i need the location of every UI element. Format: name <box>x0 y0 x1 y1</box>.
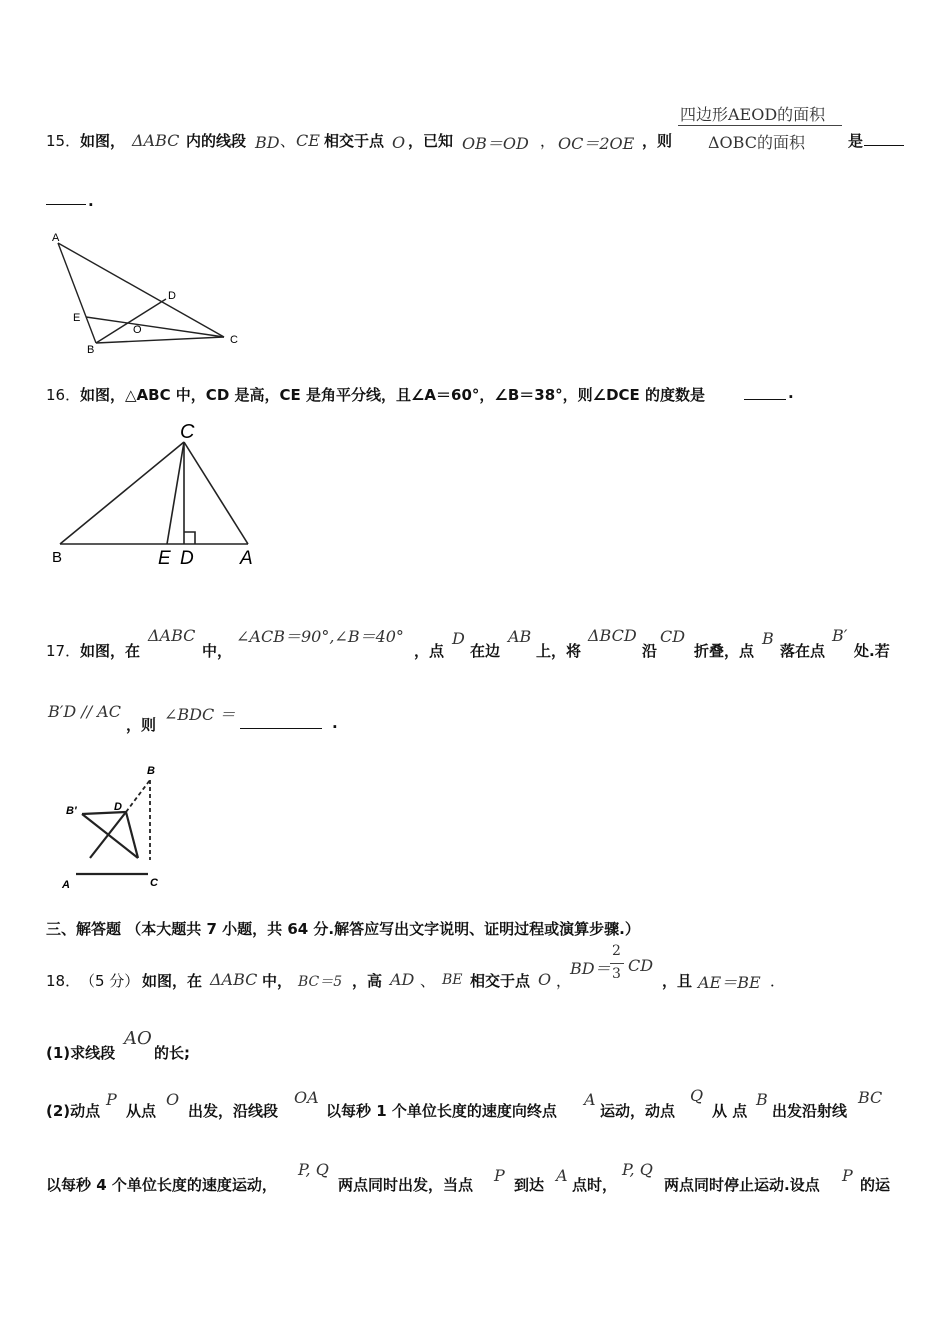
q17-side-ab: AB <box>508 627 532 646</box>
q15-eq-1: OB＝OD <box>462 134 529 153</box>
q17-point-b-prime: B′ <box>832 626 848 645</box>
q18-part2-text-2: 出发，沿线段 <box>188 1102 279 1120</box>
q18-line3-text-5: 两点同时停止运动.设点 <box>664 1176 820 1194</box>
q18-text-4: 相交于点 <box>470 972 531 990</box>
q15-text-3: 相交于点 <box>324 132 385 150</box>
q17-text-3: ，点 <box>414 642 445 660</box>
q17-text-5: 上，将 <box>536 642 582 660</box>
q18-text-5: ，且 <box>662 972 693 990</box>
q18-height-ad: AD <box>390 970 415 989</box>
q15-text-5: ，则 <box>642 132 673 150</box>
fig15-label-d: D <box>168 290 176 302</box>
q16-figure <box>44 418 269 570</box>
q18-text-3: ，高 <box>352 972 383 990</box>
q17-answer-blank <box>240 714 322 729</box>
q18-frac-denominator: 3 <box>612 966 621 982</box>
q15-text-6: 是 <box>848 132 864 150</box>
q17-text-4: 在边 <box>470 642 501 660</box>
q18-number: 18． <box>46 972 81 990</box>
q18-frac-bar <box>610 963 624 964</box>
q15-text-4: ，已知 <box>408 132 454 150</box>
q17-condition: ∠ACB＝90°,∠B＝40° <box>236 627 404 646</box>
q18-part2-oa: OA <box>294 1088 319 1107</box>
q17-angle-bdc: ∠BDC ＝ <box>164 705 236 724</box>
fig16-label-d: D <box>180 548 194 569</box>
q18-frac-numerator: 2 <box>612 943 621 959</box>
q17-text-7: 折叠，点 <box>694 642 755 660</box>
q17-figure <box>56 760 176 892</box>
fig16-label-e: E <box>158 548 171 569</box>
q18-text-2: 中， <box>262 972 293 990</box>
q15-figure <box>44 225 254 360</box>
q18-part1-ao: AO <box>124 1028 152 1049</box>
q17-text-8: 落在点 <box>780 642 826 660</box>
q15-point-o: O <box>392 133 406 152</box>
q17-point-d: D <box>452 629 465 648</box>
q18-line3-text-3: 到达 <box>514 1176 545 1194</box>
q18-line3-text-4: 点时， <box>572 1176 618 1194</box>
q18-sep: 、 <box>420 972 436 990</box>
q18-line3-a: A <box>556 1166 568 1185</box>
q15-number: 15． <box>46 132 81 150</box>
q18-line3-text-1: 以每秒 4 个单位长度的速度运动， <box>46 1176 277 1194</box>
q18-part2-text-5: 从 点 <box>712 1102 748 1120</box>
q18-bd-eq: BD＝ <box>570 959 611 978</box>
q18-line3-text-6: 的运 <box>860 1176 891 1194</box>
q18-part2-text-6: 出发沿射线 <box>772 1102 848 1120</box>
fig16-label-b: B <box>52 549 63 566</box>
fig17-label-c: C <box>150 877 158 889</box>
q18-part1-text: 的长; <box>154 1044 190 1062</box>
q17-triangle-2: ΔBCD <box>588 626 637 645</box>
q15-end: . <box>88 192 94 210</box>
q17-text-10: ，则 <box>126 716 157 734</box>
fig16-label-c: C <box>180 421 195 443</box>
q18-line3-pq: P, Q <box>298 1160 329 1179</box>
q15-answer-blank-1 <box>864 131 904 146</box>
q15-fraction-denominator: ΔOBC的面积 <box>708 133 805 152</box>
section-heading-3: 三、解答题 （本大题共 7 小题，共 64 分.解答应写出文字说明、证明过程或演算步骤.） <box>46 920 640 938</box>
q18-ae-be: AE＝BE <box>698 973 761 992</box>
q18-cd: CD <box>628 956 654 975</box>
q18-line3-pq-2: P, Q <box>622 1160 653 1179</box>
fig17-label-b-prime: B′ <box>66 805 77 817</box>
q17-text-2: 中， <box>202 642 233 660</box>
q18-part2-text-3: 以每秒 1 个单位长度的速度向终点 <box>326 1102 557 1120</box>
fig17-label-b: B <box>147 765 155 777</box>
q17-text-6: 沿 <box>642 642 658 660</box>
q18-score: （5 分） <box>80 972 140 990</box>
q18-comma: ， <box>556 972 572 990</box>
q18-part2-p: P <box>106 1090 117 1109</box>
q15-answer-blank-2 <box>46 190 86 205</box>
q18-height-be: BE <box>442 972 463 988</box>
q17-parallel: B′D // AC <box>48 702 121 721</box>
q17-point-b: B <box>762 629 774 648</box>
q15-eq-2: OC＝2OE <box>558 134 635 153</box>
q18-line3-p-2: P <box>842 1166 853 1185</box>
q18-line3-p: P <box>494 1166 505 1185</box>
q18-part1-label: (1)求线段 <box>46 1044 116 1062</box>
q18-part2-a: A <box>584 1090 596 1109</box>
fig17-label-d: D <box>114 801 122 813</box>
q18-line3-text-2: 两点同时出发，当点 <box>338 1176 474 1194</box>
q18-part2-bc: BC <box>858 1088 883 1107</box>
fig15-label-a: A <box>52 232 60 244</box>
q18-part2-label: (2)动点 <box>46 1102 101 1120</box>
q16-number: 16． <box>46 386 81 404</box>
q15-sep: 、 <box>280 132 296 150</box>
q15-fraction-bar <box>678 125 842 126</box>
fig16-label-a: A <box>240 548 253 569</box>
q15-text-2: 内的线段 <box>186 132 247 150</box>
q17-text-1: 如图，在 <box>80 642 141 660</box>
fig17-label-a: A <box>62 879 70 891</box>
q16-end: . <box>788 384 794 402</box>
q18-part2-q: Q <box>690 1086 704 1105</box>
fig15-label-o: O <box>133 324 142 336</box>
q16-text: 如图，△ABC 中，CD 是高，CE 是角平分线，且∠A＝60°，∠B＝38°，则∠DCE 的度数是 <box>80 386 706 404</box>
q15-comma: ， <box>540 132 556 150</box>
q18-text-1: 如图，在 <box>142 972 203 990</box>
q18-point-o: O <box>538 970 552 989</box>
fig15-label-c: C <box>230 334 238 346</box>
q15-seg-bd: BD <box>255 133 280 152</box>
q18-bc-value: BC＝5 <box>298 974 343 990</box>
q17-end: . <box>332 714 338 732</box>
fig15-label-b: B <box>87 344 95 356</box>
q17-fold-cd: CD <box>660 627 686 646</box>
q18-part2-b: B <box>756 1090 768 1109</box>
q18-triangle: ΔABC <box>210 970 258 989</box>
q15-text-1: 如图， <box>80 132 126 150</box>
q18-part2-text-1: 从点 <box>126 1102 157 1120</box>
q18-part2-o: O <box>166 1090 180 1109</box>
q18-end: ． <box>770 972 786 990</box>
q17-number: 17． <box>46 642 81 660</box>
q17-triangle: ΔABC <box>148 626 196 645</box>
q15-fraction-numerator: 四边形AEOD的面积 <box>680 105 826 124</box>
fig15-label-e: E <box>73 312 81 324</box>
q17-text-9: 处.若 <box>854 642 890 660</box>
q16-answer-blank <box>744 385 786 400</box>
q15-triangle: ΔABC <box>132 131 180 150</box>
q15-seg-ce: CE <box>296 131 320 150</box>
q18-part2-text-4: 运动，动点 <box>600 1102 676 1120</box>
